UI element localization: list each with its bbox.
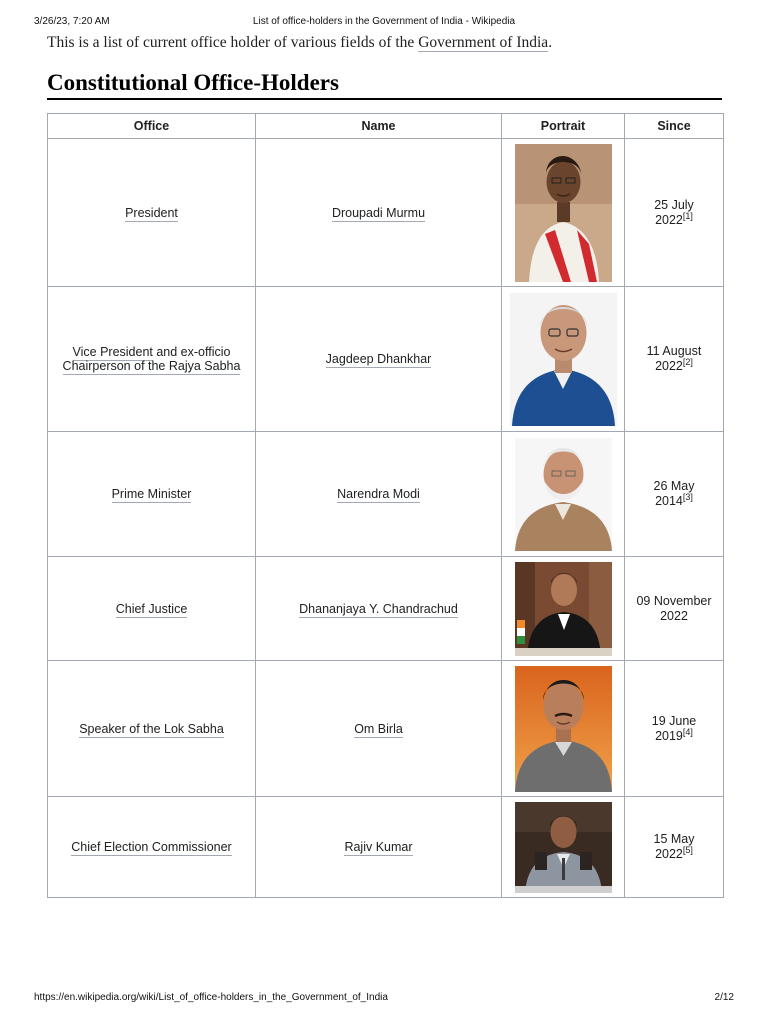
reference-link[interactable]: [4] bbox=[682, 726, 693, 737]
office-cell bbox=[48, 661, 256, 797]
portrait-vice-president[interactable] bbox=[510, 293, 617, 426]
office-holders-table bbox=[47, 113, 724, 898]
since-cell: 19 June 2019[4] bbox=[625, 661, 724, 797]
since-cell: 11 August 2022[2] bbox=[625, 287, 724, 432]
section-heading: Constitutional Office-Holders bbox=[47, 70, 722, 100]
since-cell: 15 May 2022[5] bbox=[625, 797, 724, 898]
name-cell bbox=[256, 139, 502, 287]
office-link-rajya-sabha-chairperson[interactable]: Chairperson of the Rajya Sabha bbox=[62, 359, 241, 373]
table-row bbox=[48, 797, 724, 898]
name-cell bbox=[256, 557, 502, 661]
name-link-dhananjaya-chandrachud[interactable]: Dhananjaya Y. Chandrachud bbox=[299, 601, 458, 616]
reference-link[interactable]: [5] bbox=[682, 844, 693, 855]
office-cell bbox=[48, 432, 256, 557]
portrait-election-commissioner[interactable] bbox=[515, 802, 612, 893]
government-of-india-link[interactable]: Government of India bbox=[418, 34, 549, 51]
table-row bbox=[48, 557, 724, 661]
column-header-portrait: Portrait bbox=[502, 114, 625, 139]
since-cell: 26 May 2014[3] bbox=[625, 432, 724, 557]
print-header bbox=[34, 16, 734, 30]
column-header-since: Since bbox=[625, 114, 724, 139]
portrait-speaker[interactable] bbox=[515, 666, 612, 792]
table-header-row bbox=[48, 114, 724, 139]
name-link-droupadi-murmu[interactable]: Droupadi Murmu bbox=[331, 205, 426, 220]
office-cell bbox=[48, 557, 256, 661]
portrait-president[interactable] bbox=[515, 144, 612, 282]
since-cell: 25 July 2022[1] bbox=[625, 139, 724, 287]
office-link-president[interactable]: President bbox=[125, 205, 178, 220]
portrait-cell bbox=[502, 139, 625, 287]
office-link-chief-election-commissioner[interactable]: Chief Election Commissioner bbox=[71, 840, 232, 854]
portrait-cell bbox=[502, 661, 625, 797]
intro-paragraph: This is a list of current office holder of various fields of the Government of India. bbox=[47, 34, 553, 51]
name-cell bbox=[256, 432, 502, 557]
since-cell: 09 November 2022 bbox=[625, 557, 724, 661]
portrait-chief-justice[interactable] bbox=[515, 562, 612, 656]
name-link-rajiv-kumar[interactable]: Rajiv Kumar bbox=[344, 840, 413, 854]
office-cell bbox=[48, 797, 256, 898]
name-cell bbox=[256, 797, 502, 898]
name-link-narendra-modi[interactable]: Narendra Modi bbox=[337, 487, 420, 501]
portrait-cell bbox=[502, 557, 625, 661]
page-url: https://en.wikipedia.org/wiki/List_of_office-holders_in_the_Government_of_India bbox=[34, 992, 388, 1003]
table-row bbox=[48, 432, 724, 557]
office-cell bbox=[48, 139, 256, 287]
name-link-om-birla[interactable]: Om Birla bbox=[354, 721, 403, 736]
office-cell: Vice President and ex-officio Chairperson of the Rajya Sabha bbox=[48, 287, 256, 432]
office-link-lok-sabha-speaker[interactable]: Speaker of the Lok Sabha bbox=[79, 721, 224, 736]
reference-link[interactable]: [1] bbox=[682, 210, 693, 221]
print-page-title: List of office-holders in the Government of India - Wikipedia bbox=[252, 16, 516, 27]
table-row bbox=[48, 139, 724, 287]
office-link-chief-justice[interactable]: Chief Justice bbox=[115, 601, 188, 616]
page-number: 2/12 bbox=[714, 992, 734, 1003]
portrait-cell bbox=[502, 797, 625, 898]
print-datetime: 3/26/23, 7:20 AM bbox=[34, 16, 110, 27]
name-cell bbox=[256, 287, 502, 432]
column-header-name: Name bbox=[256, 114, 502, 139]
portrait-cell bbox=[502, 287, 625, 432]
table-row bbox=[48, 661, 724, 797]
table-row bbox=[48, 287, 724, 432]
office-link-vice-president[interactable]: Vice President bbox=[72, 345, 153, 359]
column-header-office: Office bbox=[48, 114, 256, 139]
reference-link[interactable]: [3] bbox=[682, 491, 693, 502]
portrait-prime-minister[interactable] bbox=[515, 438, 612, 551]
reference-link[interactable]: [2] bbox=[682, 356, 693, 367]
print-footer bbox=[34, 992, 734, 1004]
office-link-prime-minister[interactable]: Prime Minister bbox=[111, 487, 192, 501]
portrait-cell bbox=[502, 432, 625, 557]
name-cell bbox=[256, 661, 502, 797]
name-link-jagdeep-dhankhar[interactable]: Jagdeep Dhankhar bbox=[325, 352, 432, 366]
